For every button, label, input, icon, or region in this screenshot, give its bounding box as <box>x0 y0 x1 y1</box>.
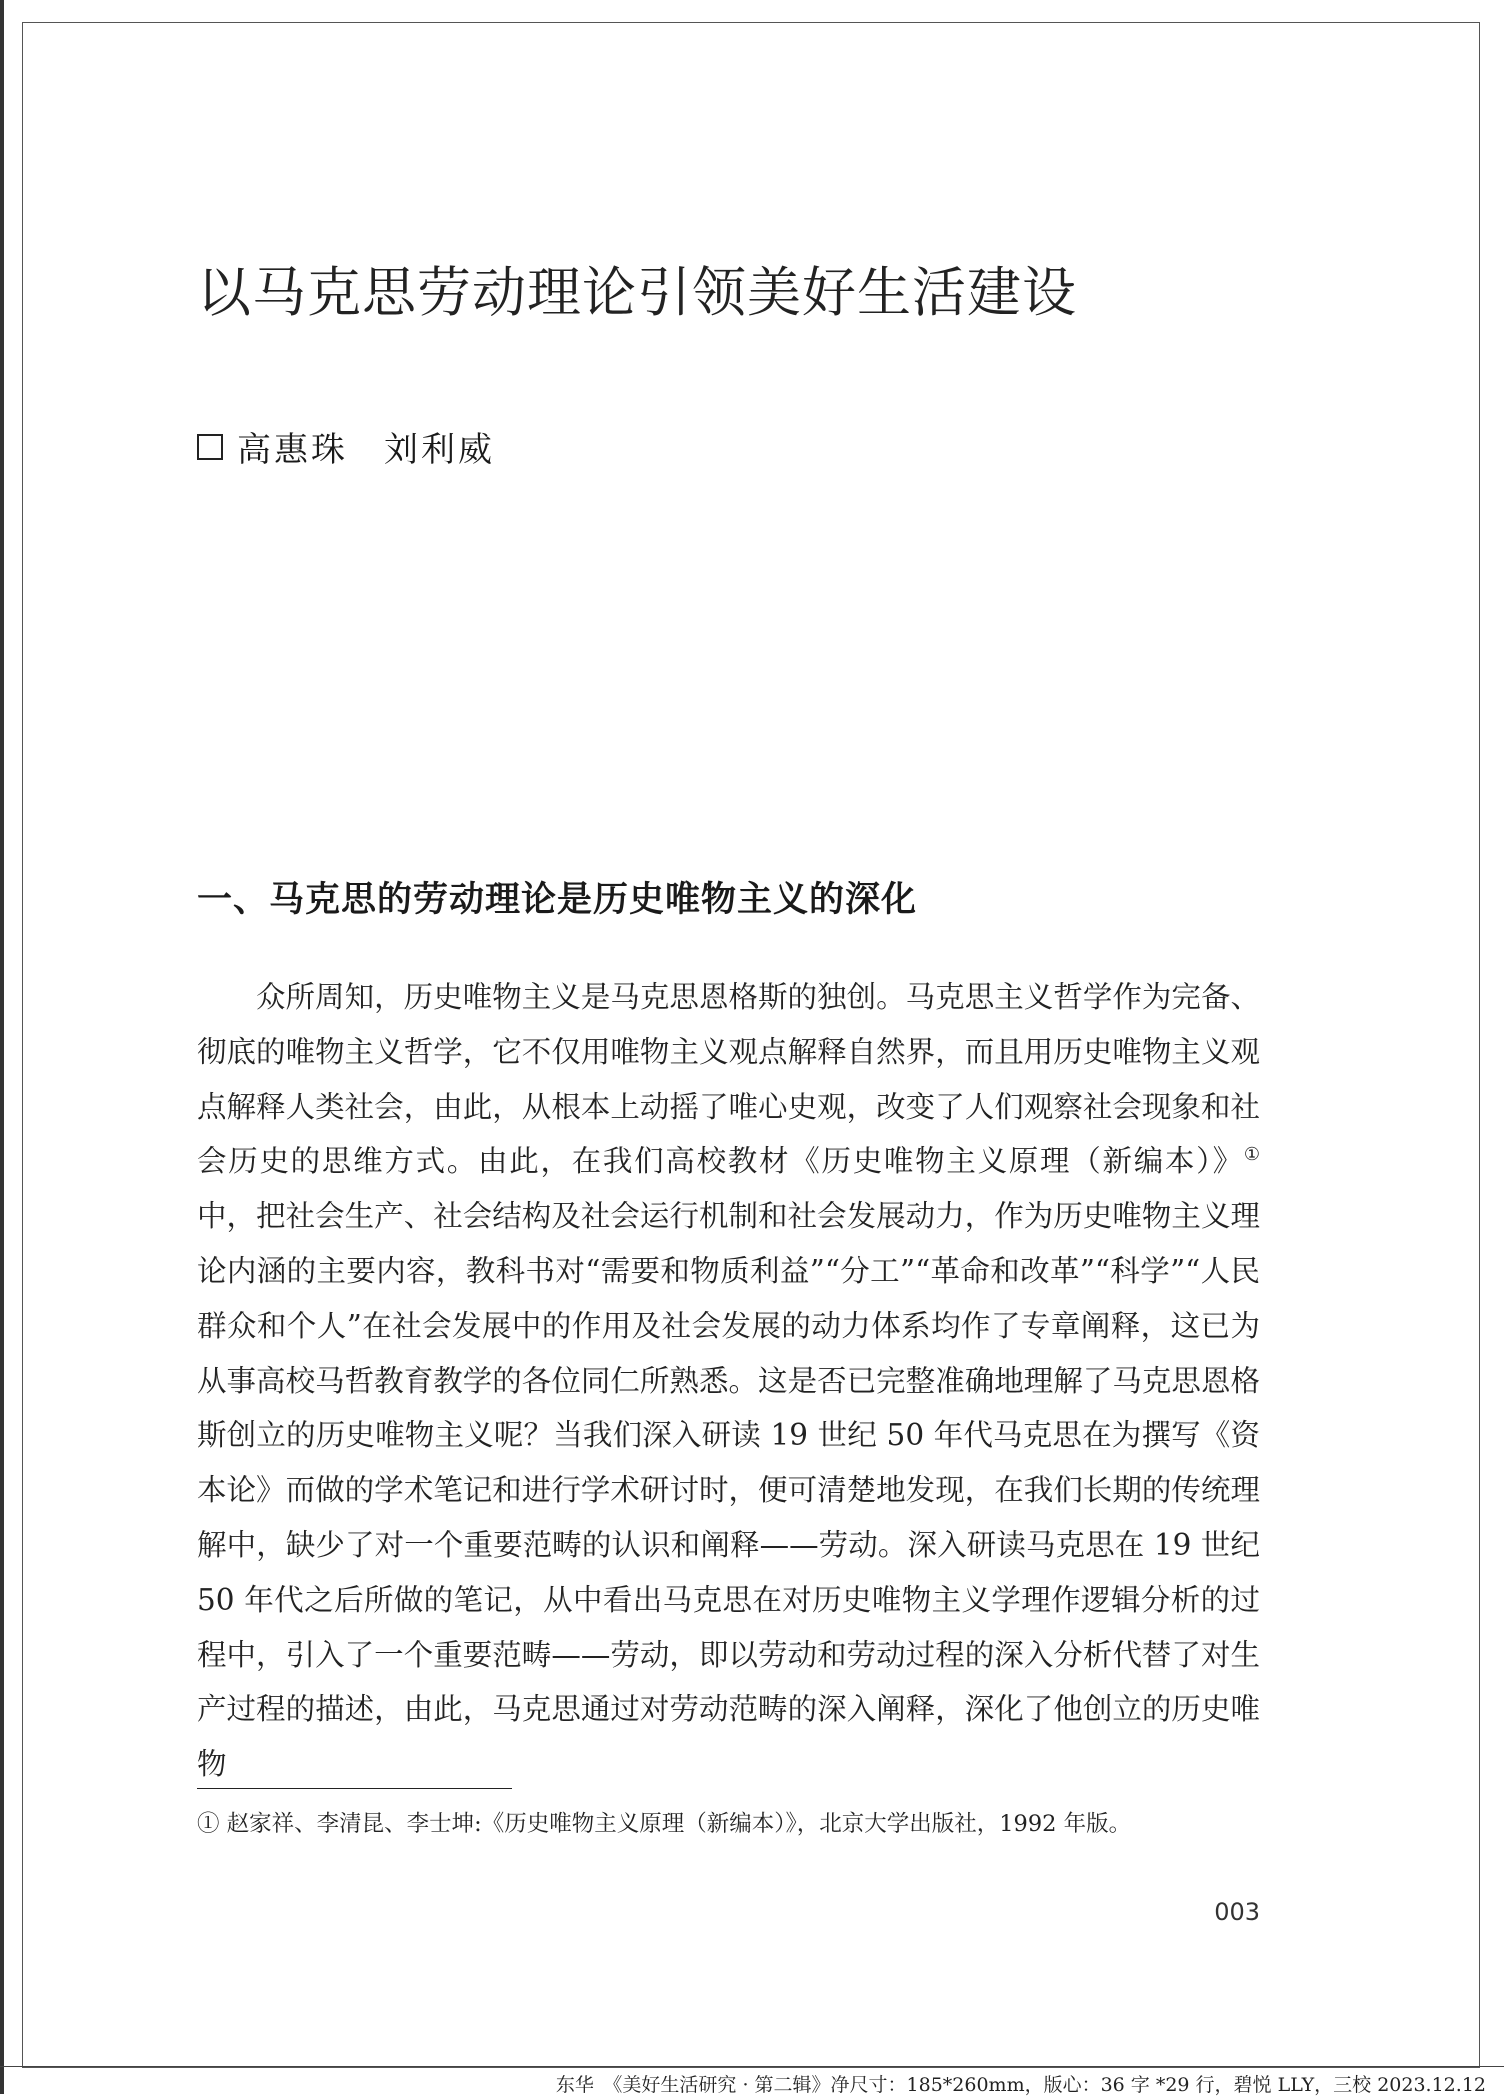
paragraph-part-1: 众所周知，历史唯物主义是马克思恩格斯的独创。马克思主义哲学作为完备、彻底的唯物主义哲学，它不仅用唯物主义观点解释自然界，而且用历史唯物主义观点解释人类社会，由此，从根本上动摇了唯心史观，改变了人们观察社会现象和社会历史的思维方式。由此，在我们高校教材《历史唯物主义原理（新编本）》 <box>197 980 1260 1179</box>
section-heading: 一、马克思的劳动理论是历史唯物主义的深化 <box>197 879 918 920</box>
page-number: 003 <box>1214 1898 1260 1926</box>
square-icon <box>197 434 223 460</box>
footnote-reference[interactable]: ① <box>1243 1144 1260 1166</box>
body-paragraph <box>197 970 1260 1792</box>
print-info-line: 东华 《美好生活研究 · 第二辑》净尺寸：185*260mm，版心：36 字 *29 行，碧悦 LLY，三校 2023.12.12 <box>555 2074 1486 2096</box>
crop-mark-left <box>0 0 4 2094</box>
article-title: 以马克思劳动理论引领美好生活建设 <box>197 261 1077 324</box>
author-line <box>197 422 495 471</box>
bottom-divider <box>0 2066 1504 2067</box>
author-1: 高惠珠 <box>237 430 348 470</box>
paragraph-part-2: 中，把社会生产、社会结构及社会运行机制和社会发展动力，作为历史唯物主义理论内涵的主要内容，教科书对“需要和物质利益”“分工”“革命和改革”“科学”“人民群众和个人”在社会发展中的作用及社会发展的动力体系均作了专章阐释，这已为从事高校马哲教育教学的各位同仁所熟悉。这是否已完整准确地理解了马克思恩格斯创立的历史唯物主义呢？当我们深入研读 19 世纪 50 年代马克思在为撰写《资本论》而做的学术笔记和进行学术研讨时，便可清楚地发现，在我们长期的传统理解中，缺少了对一个重要范畴的认识和阐释——劳动。深入研读马克思在 19 世纪 50 年代之后所做的笔记，从中看出马克思在对历史唯物主义学理作逻辑分析的过程中，引入了一个重要范畴——劳动，即以劳动和劳动过程的深入分析代替了对生产过程的描述，由此，马克思通过对劳动范畴的深入阐释，深化了他创立的历史唯物 <box>197 1199 1260 1782</box>
footnote-text: ① 赵家祥、李清昆、李士坤:《历史唯物主义原理（新编本）》，北京大学出版社，1992 年版。 <box>197 1811 1132 1837</box>
author-2: 刘利威 <box>384 430 495 470</box>
footnote-divider <box>197 1788 512 1789</box>
